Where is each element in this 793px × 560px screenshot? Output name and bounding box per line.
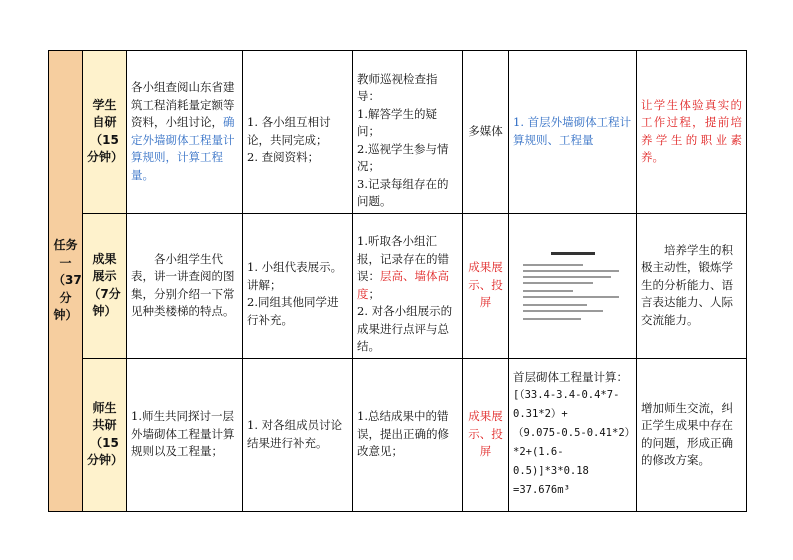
document-thumbnail [517,244,629,328]
intent-text: 让学生体验真实的工作过程，提前培养学生的职业素养。 [641,97,742,165]
resource-title: 首层砌体工程量计算： [513,369,628,384]
content-cell [127,51,243,214]
teacher-activity-highlight: 层高、墙体高度 [357,269,449,301]
table-row [49,213,747,358]
content-text: 各小组学生代表，讲一讲查阅的图集，分别介绍一下常见种类楼梯的特点。 [131,251,235,318]
content-highlight: 确定外墙砌体工程量计算规则，计算工程量。 [131,115,235,182]
intent-text: 增加师生交流，纠正学生成果中存在的问题，形成正确的修改方案。 [641,400,733,467]
student-activity-cell [243,51,353,214]
stage-label: 师生共研（15分钟） [87,400,124,467]
intent-text: 培养学生的积极主动性，锻炼学生的分析能力、语言表达能力、人际交流能力。 [641,242,733,327]
teacher-activity-cell [353,51,463,214]
resource-cell [509,358,637,511]
intent-cell [637,51,747,214]
media-text: 成果展示、投屏 [468,260,503,310]
student-activity-text: 1. 各小组互相讨论，共同完成； 2. 查阅资料； [247,115,331,165]
intent-cell [637,213,747,358]
task-label-cell [49,51,83,512]
media-text: 多媒体 [468,124,503,138]
student-activity-text: 1. 对各组成员讨论结果进行补充。 [247,418,343,450]
table-row [49,358,747,511]
stage-label: 成果展示（7分钟） [88,251,121,318]
stage-cell [83,51,127,214]
teacher-activity-text-end: ； 2. 对各小组展示的成果进行点评与总结。 [357,286,453,353]
teacher-activity-cell [353,358,463,511]
media-cell [463,213,509,358]
resource-text: 1. 首层外墙砌体工程计算规则、工程量 [513,115,632,147]
formula-line: [（33.4-3.4-0.4*7-0.31*2）+ [513,389,620,421]
intent-cell [637,358,747,511]
student-activity-cell [243,213,353,358]
stage-cell [83,213,127,358]
formula-result: =37.676m³ [513,484,570,497]
task-label: 任务一（37分钟） [53,238,82,322]
formula-line: （9.075-0.5-0.41*2）*2+(1.6-0.5)]*3*0.18 [513,427,630,478]
content-text: 各小组查阅山东省建筑工程消耗量定额等资料，小组讨论， [131,80,235,130]
content-text: 1.师生共同探讨一层外墙砌体工程量计算规则以及工程量； [131,409,235,459]
media-cell [463,51,509,214]
media-cell [463,358,509,511]
content-cell [127,358,243,511]
teacher-activity-cell [353,213,463,358]
teacher-activity-text: 1.总结成果中的错误，提出正确的修改意见； [357,409,449,459]
media-text: 成果展示、投屏 [468,409,503,459]
student-activity-cell [243,358,353,511]
resource-cell [509,51,637,214]
student-activity-text: 1. 小组代表展示。讲解； 2.同组其他同学进行补充。 [247,260,343,327]
table-row [49,51,747,214]
resource-cell [509,213,637,358]
teacher-activity-text: 教师巡视检查指导： 1.解答学生的疑问； 2.巡视学生参与情况； 3.记录每组存在的问题。 [357,71,449,208]
teacher-activity-text: 1.听取各小组汇报，记录存在的错误： [357,234,449,283]
content-cell [127,213,243,358]
stage-label: 学生自研（15分钟） [87,97,124,165]
stage-cell [83,358,127,511]
lesson-plan-table [48,50,747,512]
